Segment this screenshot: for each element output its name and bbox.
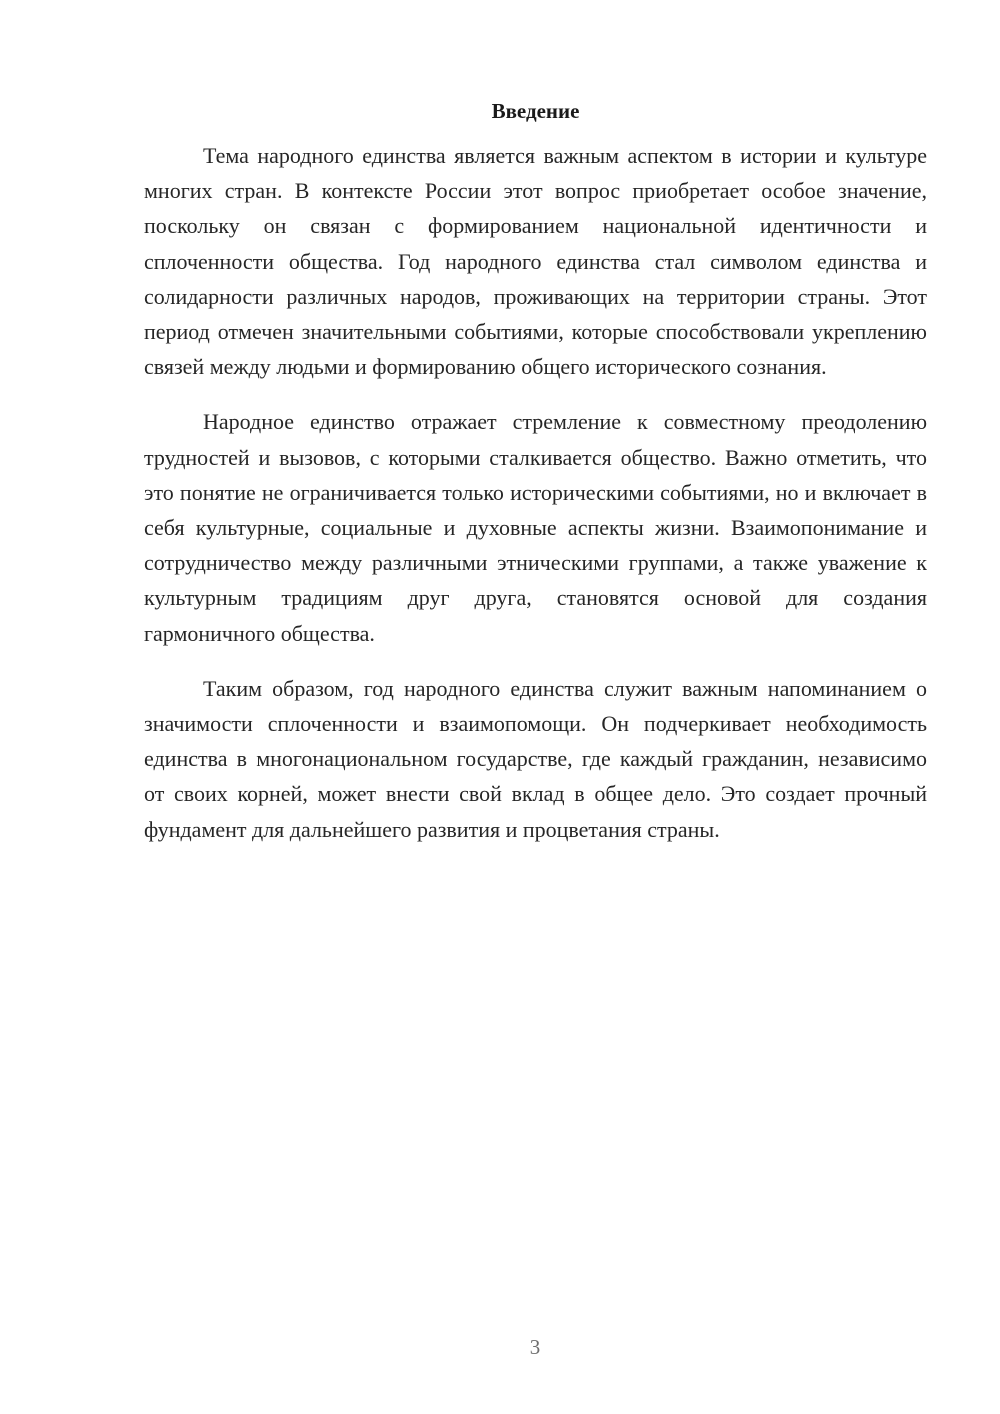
page-number: 3: [529, 1335, 541, 1359]
paragraph-2: Народное единство отражает стремление к совместному преодолению трудностей и вызовов, с которыми сталкивается общество. Важно отметить, что это понятие не ограничивается только историческими событиями, но и включает в себя культурные, социальные и духовные аспекты жизни. Взаимопонимание и сотрудничество между различными этническими группами, а также уважение к культурным традициям друг друга, становятся основой для создания гармоничного общества.: [144, 409, 927, 646]
page-content: [144, 96, 927, 867]
paragraph-1: Тема народного единства является важным аспектом в истории и культуре многих стран. В контексте России этот вопрос приобретает особое значение, поскольку он связан с формированием национальной идентичности и сплоченности общества. Год народного единства стал символом единства и солидарности различных народов, проживающих на территории страны. Этот период отмечен значительными событиями, которые способствовали укреплению связей между людьми и формированию общего исторического сознания.: [144, 143, 927, 380]
section-heading: Введение: [491, 99, 580, 123]
paragraph-3: Таким образом, год народного единства служит важным напоминанием о значимости сплоченности и взаимопомощи. Он подчеркивает необходимость единства в многонациональном государстве, где каждый гражданин, независимо от своих корней, может внести свой вклад в общее дело. Это создает прочный фундамент для дальнейшего развития и процветания страны.: [144, 675, 927, 842]
